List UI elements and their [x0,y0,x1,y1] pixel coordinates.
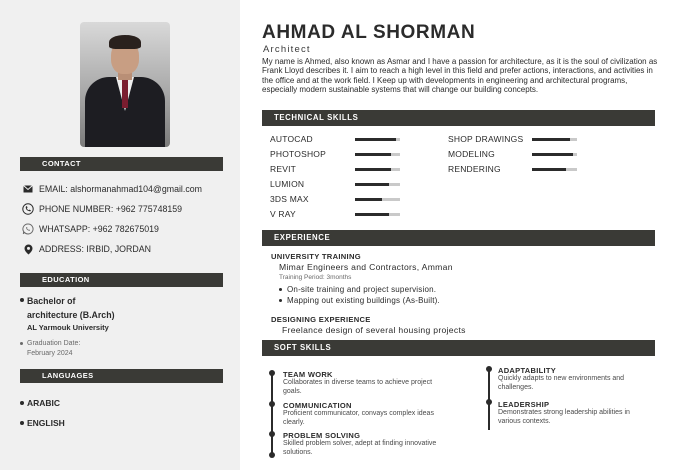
timeline-line [271,372,273,457]
skill-bar [532,153,577,156]
skill-bar [355,168,400,171]
skill-name: PHOTOSHOP [270,149,326,159]
education-degree-line2: architecture (B.Arch) [27,310,115,320]
soft-skill-desc: challenges. [498,384,534,391]
skill-bar [355,153,400,156]
skill-name: V RAY [270,209,296,219]
education-degree-line1: Bachelor of [27,296,76,306]
experience-point: Mapping out existing buildings (As-Built). [279,296,440,305]
bullet-icon [20,421,24,425]
contact-email[interactable] [22,183,202,195]
profile-photo [80,22,170,147]
timeline-dot [486,399,492,405]
skill-bar [355,183,400,186]
soft-skill-title: COMMUNICATION [283,401,352,410]
soft-skill-desc: goals. [283,388,302,395]
location-icon [22,243,34,255]
experience-title: DESIGNING EXPERIENCE [271,315,371,324]
skill-bar [532,138,577,141]
soft-skill-title: LEADERSHIP [498,400,550,409]
soft-skill-desc: Demonstrates strong leadership abilities in [498,409,630,416]
skill-bar [355,138,400,141]
soft-skill-title: ADAPTABILITY [498,366,557,375]
soft-skill-desc: Proficient communicator, convays complex ideas [283,410,434,417]
bullet-icon [20,401,24,405]
contact-address-text: ADDRESS: IRBID, JORDAN [39,244,151,254]
languages-heading: LANGUAGES [20,369,223,383]
soft-skill-desc: Skilled problem solver, adept at finding innovative [283,440,437,447]
experience-desc: Freelance design of several housing projects [282,325,466,335]
contact-email-text: EMAIL: alshormanahmad104@gmail.com [39,184,202,194]
timeline-dot [269,370,275,376]
whatsapp-icon [22,223,34,235]
language-item: ENGLISH [27,418,65,428]
experience-org: Mimar Engineers and Contractors, Amman [279,262,453,272]
language-item: ARABIC [27,398,61,408]
contact-phone-text: PHONE NUMBER: +962 775748159 [39,204,183,214]
timeline-dot [269,401,275,407]
soft-skill-desc: solutions. [283,449,313,456]
education-school: AL Yarmouk University [27,323,109,332]
experience-title: UNIVERSITY TRAINING [271,252,361,261]
timeline-dot [269,431,275,437]
education-heading: EDUCATION [20,273,223,287]
soft-skill-desc: various contexts. [498,418,551,425]
contact-heading: CONTACT [20,157,223,171]
job-role: Architect [263,44,311,55]
timeline-dot [269,452,275,458]
contact-whatsapp[interactable] [22,223,159,235]
skill-name: 3DS MAX [270,194,309,204]
contact-address [22,243,151,255]
education-grad-label: Graduation Date: [27,340,81,347]
contact-whatsapp-text: WHATSAPP: +962 782675019 [39,224,159,234]
experience-point: On-site training and project supervision. [279,285,436,294]
bullet-icon [279,299,282,302]
soft-skill-title: TEAM WORK [283,370,333,379]
bio-paragraph: My name is Ahmed, also known as Asmar and I have a passion for architecture, as it is the soul of civilization as Frank Lloyd describes it. I aim to reach a high level in this field and prefer actions, interactions, and activities in the office and at the work field. I Keep up with developments in engineering and architectural programs, especially modern sustainable systems that will change our building concepts. [262,57,658,94]
soft-skill-desc: clearly. [283,419,305,426]
skill-name: REVIT [270,164,297,174]
skill-bar [355,213,400,216]
bullet-icon [20,298,24,302]
experience-period: Training Period: 3months [279,274,352,281]
timeline-dot [486,366,492,372]
bullet-icon [20,342,23,345]
skill-name: SHOP DRAWINGS [448,134,524,144]
education-grad-date: February 2024 [27,350,73,357]
soft-skill-desc: Quickly adapts to new environments and [498,375,625,382]
soft-skills-heading: SOFT SKILLS [262,340,655,356]
skill-name: LUMION [270,179,305,189]
skill-bar [532,168,577,171]
skill-name: RENDERING [448,164,501,174]
skill-name: MODELING [448,149,495,159]
full-name: AHMAD AL SHORMAN [262,22,476,43]
bullet-icon [279,288,282,291]
technical-skills-heading: TECHNICAL SKILLS [262,110,655,126]
email-icon [22,183,34,195]
soft-skill-title: PROBLEM SOLVING [283,431,361,440]
soft-skill-desc: Collaborates in diverse teams to achieve project [283,379,433,386]
contact-phone[interactable] [22,203,182,215]
experience-heading: EXPERIENCE [262,230,655,246]
skill-bar [355,198,400,201]
skill-name: AUTOCAD [270,134,313,144]
phone-icon [22,203,34,215]
